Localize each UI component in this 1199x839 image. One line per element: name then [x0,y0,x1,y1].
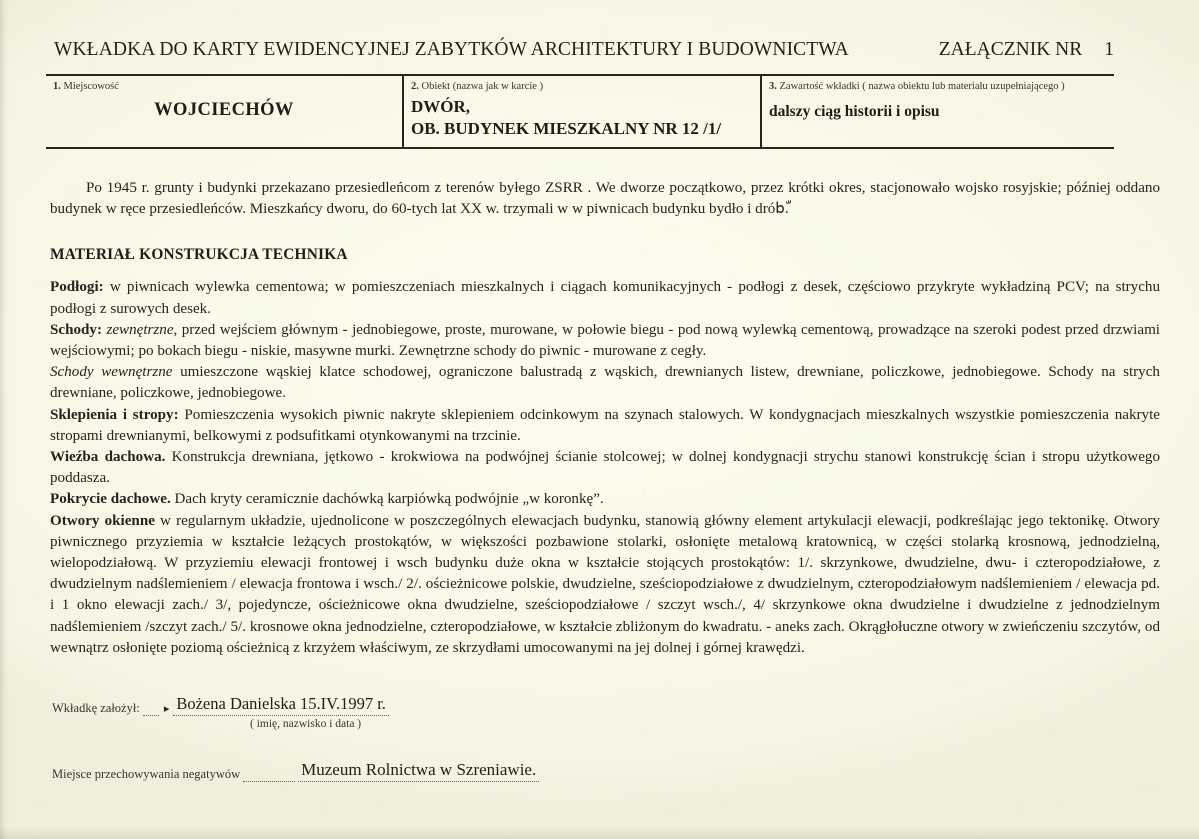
tech-item-vaults-ceilings [50,405,1160,447]
negatives-dotted-lead [243,768,295,782]
locality-caption-text: Miejscowość [60,81,119,92]
document-footer [52,694,1052,782]
contents-value: dalszy ciąg historii i opisu [769,103,940,121]
contents-caption-text: Zawartość wkładki ( nazwa obiektu lub materiału uzupełniającego ) [776,81,1065,92]
intro-paragraph: Po 1945 r. grunty i budynki przekazano przesiedleńcom z terenów byłego ZSRR . We dworze początkowo, przez krótki okres, stacjonowało wojsko rosyjskie; później oddano budynek w ręce przesiedleńców. Mieszkańcy dworu, do 60-tych lat XX w. trzymali w w piwnicach budynku bydło i dróbّ. [50,180,1160,218]
section-heading-material-construction: MATERIAŁ KONSTRUKCJA TECHNIKA [50,246,348,264]
annex-label: ZAŁĄCZNIK NR [938,39,1083,60]
tech-label-vaults-ceilings: Sklepienia i stropy: [50,406,179,423]
table-cell-contents [760,76,1114,147]
locality-caption-number: 1. [53,81,61,92]
object-caption-number: 2. [411,81,419,92]
contents-caption [769,80,1107,93]
tech-text-stairs-interior: umieszczone wąskiej klatce schodowej, ograniczone balustradą z wąskich, drewnianych listew, drewniane, policzkowe, jednobiegowe. Schody na strych drewniane, policzkowe, jednobiegowe. [50,364,1160,402]
contents-caption-number: 3. [769,81,777,92]
tech-label-window-openings: Otwory okienne [50,512,155,529]
tech-item-window-openings [50,511,1160,659]
tech-label-stairs-interior: Schody wewnętrzne [50,364,173,381]
object-caption-text: Obiekt (nazwa jak w karcie ) [418,81,544,92]
locality-caption [53,80,395,93]
document-body [50,178,1160,659]
object-value-line-1: DWÓR, [411,97,471,117]
tech-item-stairs-interior [50,362,1160,404]
created-by-value: Bożena Danielska 15.IV.1997 r. [173,694,389,716]
tech-item-roof-truss [50,447,1160,489]
tech-label-roof-truss: Wieźba dachowa. [50,449,166,466]
tech-text-floors: w piwnicach wylewka cementowa; w pomieszczeniach mieszkalnych i ciągach komunikacyjnych - podłogi z desek, częściowo przykryte wykładziną PCV; na strychu podłogi z surowych desek. [50,279,1160,317]
tech-label-roof-covering: Pokrycie dachowe. [50,491,171,508]
scan-edge-bottom [0,827,1199,839]
document-header [54,39,1154,61]
tech-text-roof-truss: Konstrukcja drewniana, jętkowo - krokwiowa na podwójnej ścianie stolcowej; w dolnej kondygnacji strychu stanowi konstrukcję ścian i stropu użytkowego poddasza. [50,449,1160,487]
tech-item-floors [50,277,1160,319]
scan-edge-left [0,0,9,839]
pen-mark-icon: ▸ [163,703,170,715]
tech-text-window-openings: w regularnym układzie, ujednolicone w poszczególnych elewacjach budynku, stanowią główny element artykulacji elewacji, podkreślając jego tektonikę. Otwory piwnicznego przyziemia w kształcie leżących prostokątów, w większości pozbawione stolarki, osłonięte metalową kratownicą, w części stolarką krosnową, jednodzielną, wielopodziałową. W przyziemiu elewacji frontowej i wsch budynku duże okna w kształcie stojących prostokątów: 1/. skrzynkowe, dwudzielne, dwu- i czteropodziałowe, z dwudzielnym nadślemieniem / elewacja frontowa i wsch./ 2/. ościeżnicowe polskie, dwudzielne, sześciopodziałowe z dwudzielnym, czteropodziałowym nadślemieniem / elewacja pd. i 1 okno elewacji zach./ 3/, pojedyncze, ościeżnicowe okna dwudzielne, sześciopodziałowe / szczyt wsch./, 4/ skrzynkowe okna dwudzielne i dwudzielne z jednodzielnym nadślemieniem /szczyt zach./ 5/. krosnowe okna jednodzielne, czteropodziałowe, w kształcie zbliżonym do kwadratu. - aneks zach. Okrągłołuczne otwory w zwieńczeniu szczytów, od wewnątrz osłonięte poziomą ościeżnicą z krzyżem właściwym, ze skrzydłami umocowanymi na jej dolnej i górnej krawędzi. [50,512,1161,656]
tech-item-stairs-exterior [50,320,1160,362]
locality-value: WOJCIECHÓW [154,100,294,121]
tech-lead-stairs-exterior: zewnętrzne [102,321,174,338]
negatives-label: Miejsce przechowywania negatywów [52,767,241,781]
tech-label-stairs: Schody: [50,321,103,338]
object-value-line-2: OB. BUDYNEK MIESZKALNY NR 12 /1/ [411,118,722,138]
tech-text-stairs-exterior: , przed wejściem głównym - jednobiegowe, proste, murowane, w połowie biegu - pod nową wylewką cementową, prowadzące na szeroki podest przed drzwiami wejściowymi; po bokach biegu - niskie, masywne murki. Zewnętrzne schody do piwnic - murowane z cegły. [50,321,1161,360]
created-by-caption: ( imię, nazwisko i data ) [250,718,362,730]
table-cell-object [402,76,760,147]
created-by-dotted-lead [143,702,159,716]
tech-text-roof-covering: Dach kryty ceramicznie dachówką karpiówką podwójnie „w koronkę”. [170,491,604,508]
object-caption [411,80,753,93]
negatives-value: Muzeum Rolnictwa w Szreniawie. [298,760,539,782]
negatives-row [52,760,1052,782]
created-by-label: Wkładkę założył: [52,701,140,715]
tech-item-roof-covering [50,489,1160,510]
created-by-row [52,694,1052,716]
identification-table [46,74,1114,149]
tech-label-floors: Podłogi: [50,279,104,296]
annex-reference [939,39,1154,61]
tech-text-vaults-ceilings: Pomieszczenia wysokich piwnic nakryte sklepieniem odcinkowym na szynach stalowych. W kondygnacjach mieszkalnych wszystkie pomieszczenia nakryte stropami drewnianymi, belkowymi z podsufitkami otynkowanymi na trzcinie. [50,406,1160,444]
table-cell-locality [46,76,402,147]
object-value [411,96,753,140]
page-title: WKŁADKA DO KARTY EWIDENCYJNEJ ZABYTKÓW ARCHITEKTURY I BUDOWNICTWA [54,39,849,60]
annex-number: 1 [1104,39,1114,60]
